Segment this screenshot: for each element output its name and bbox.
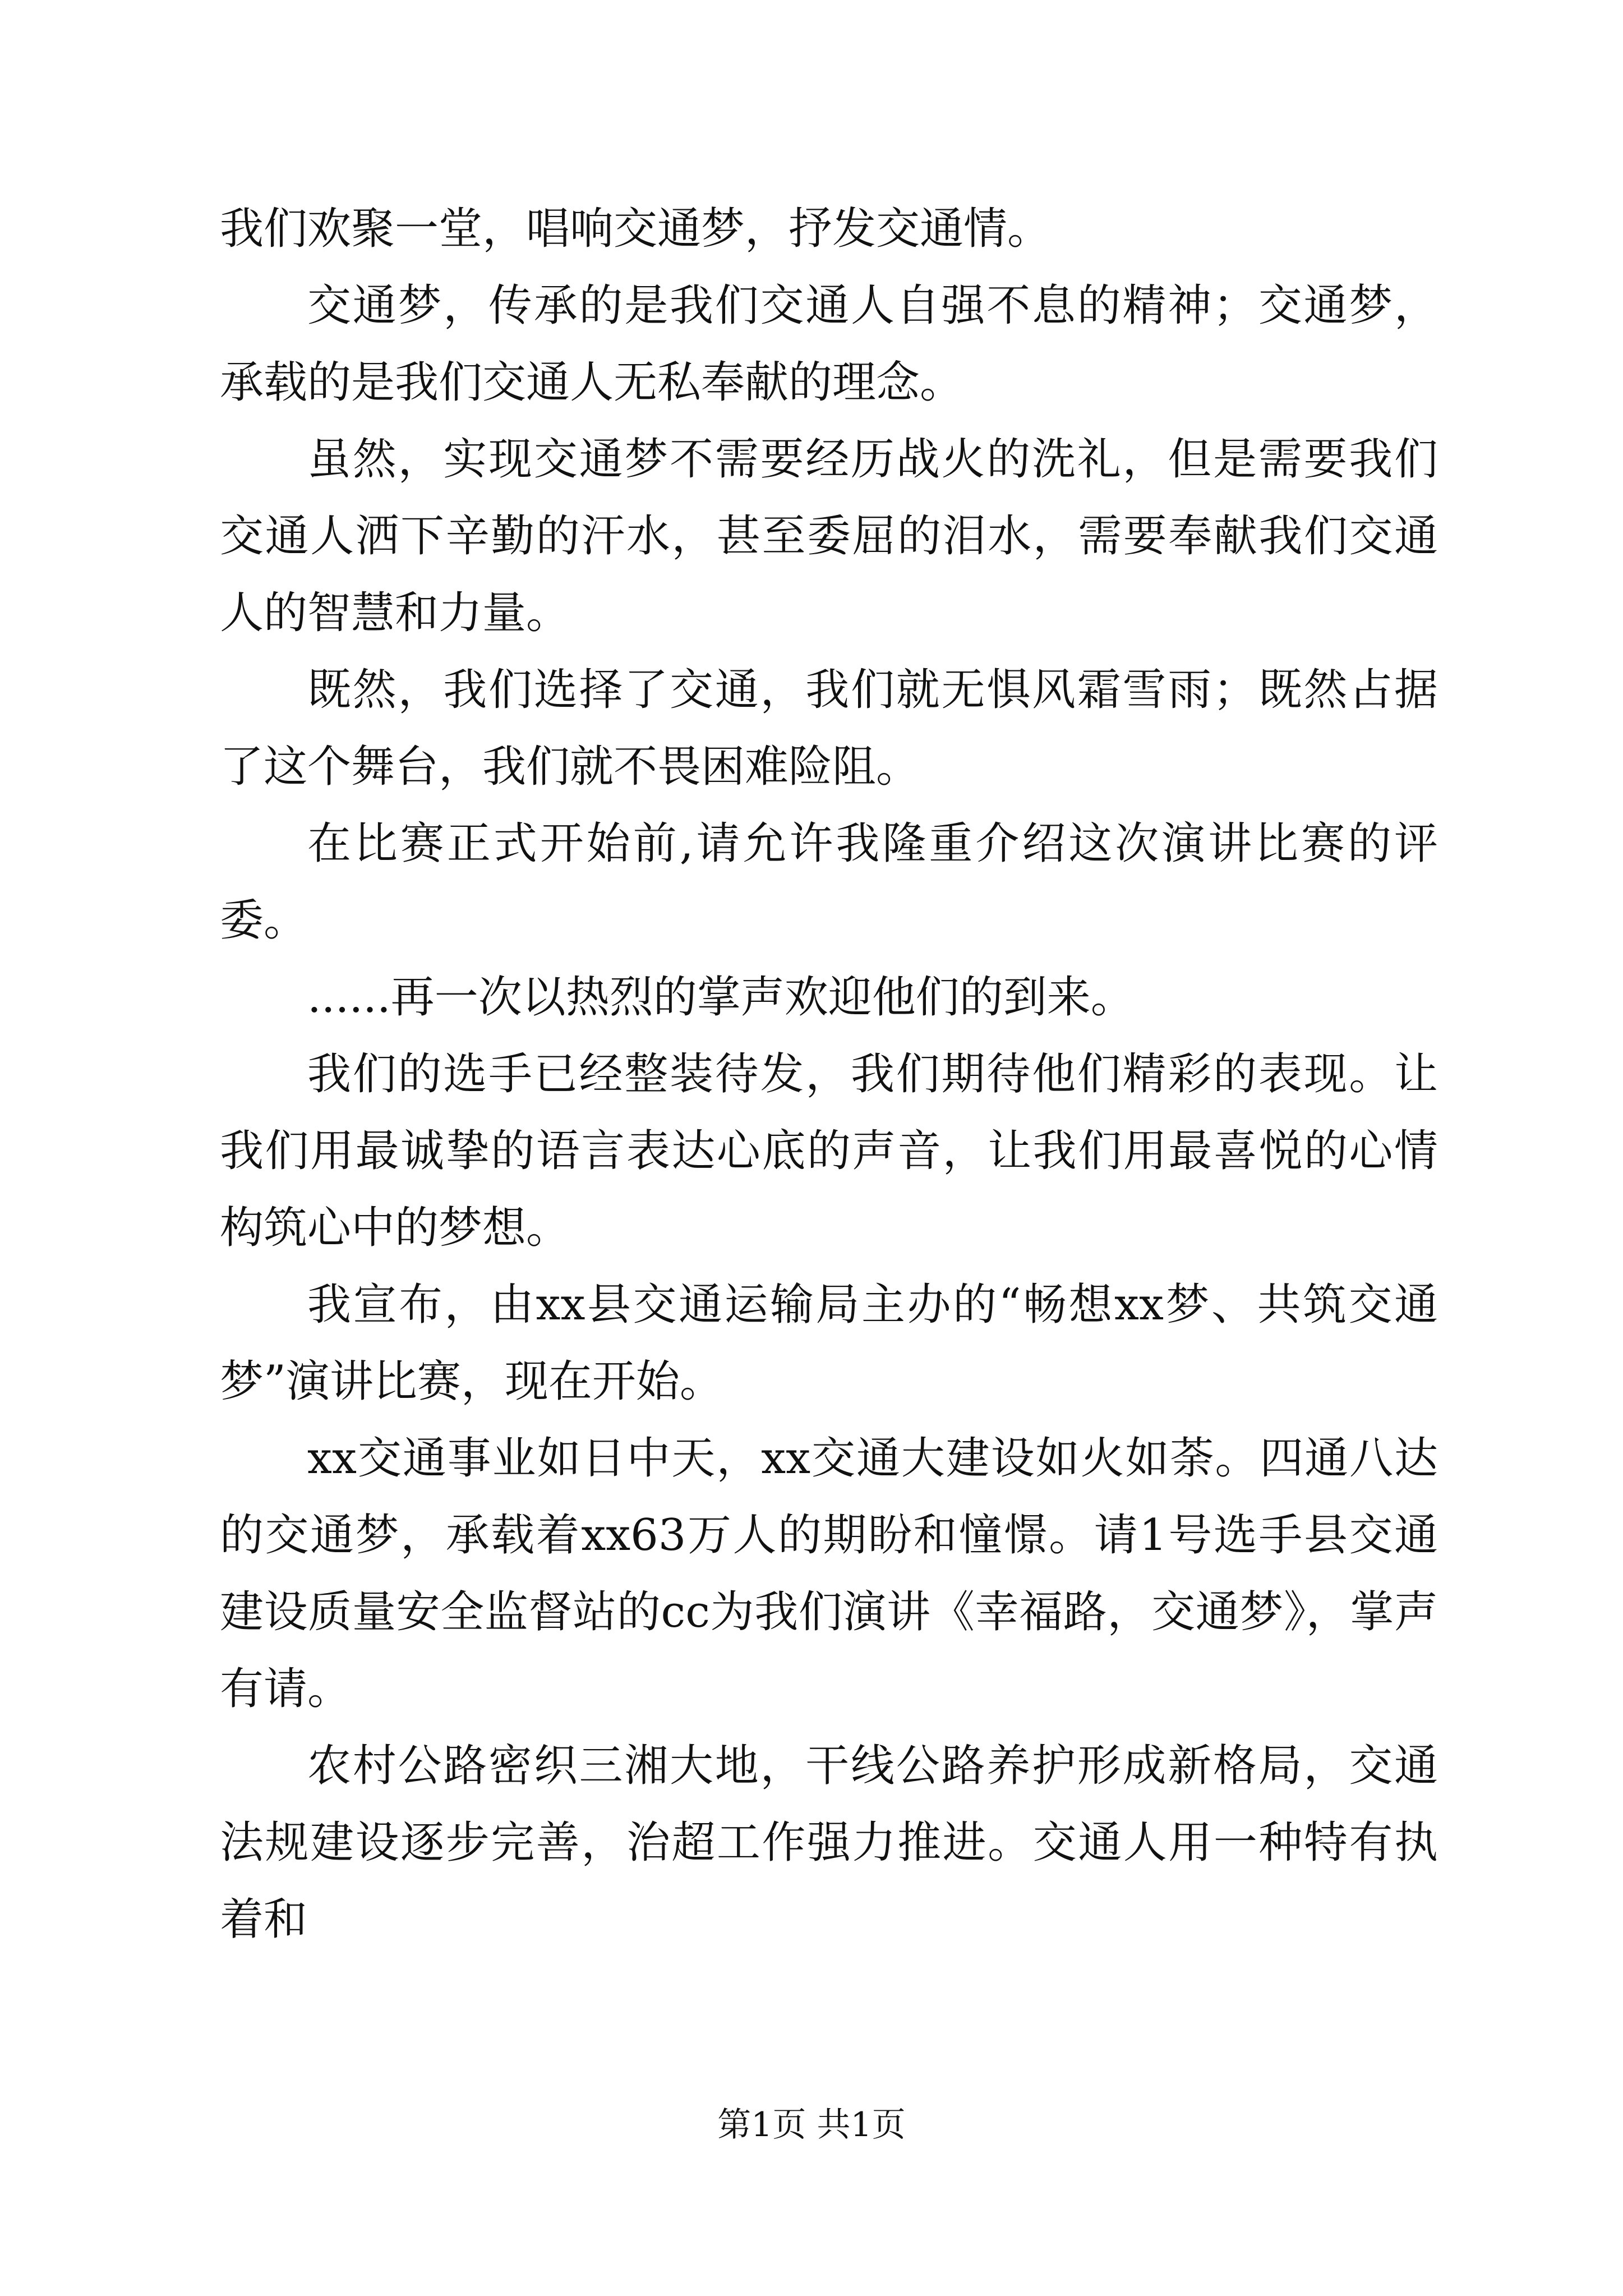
paragraph: 交通梦，传承的是我们交通人自强不息的精神；交通梦，承载的是我们交通人无私奉献的理念。 [220,280,1438,408]
document-body [220,191,1438,1958]
paragraph: xx交通事业如日中天，xx交通大建设如火如荼。四通八达的交通梦，承载着xx63万人的期盼和憧憬。请1号选手县交通建设质量安全监督站的cc为我们演讲《幸福路，交通梦》，掌声有请。 [220,1433,1438,1714]
paragraph: 我宣布，由xx县交通运输局主办的“畅想xx梦、共筑交通梦”演讲比赛，现在开始。 [220,1280,1438,1407]
paragraph: 农村公路密织三湘大地，干线公路养护形成新格局，交通法规建设逐步完善，治超工作强力推进。交通人用一种特有执着和 [220,1741,1438,1945]
paragraph: 既然，我们选择了交通，我们就无惧风霜雪雨；既然占据了这个舞台，我们就不畏困难险阻。 [220,665,1438,792]
page-number-footer: 第1页 共1页 [717,2105,906,2145]
paragraph: 虽然，实现交通梦不需要经历战火的洗礼，但是需要我们交通人洒下辛勤的汗水，甚至委屈的泪水，需要奉献我们交通人的智慧和力量。 [220,434,1438,638]
paragraph: 我们的选手已经整装待发，我们期待他们精彩的表现。让我们用最诚挚的语言表达心底的声音，让我们用最喜悦的心情构筑心中的梦想。 [220,1049,1438,1253]
paragraph: 在比赛正式开始前,请允许我隆重介绍这次演讲比赛的评委。 [220,818,1438,946]
paragraph: 我们欢聚一堂，唱响交通梦，抒发交通情。 [220,204,1052,254]
paragraph: ......再一次以热烈的掌声欢迎他们的到来。 [307,972,1135,1023]
